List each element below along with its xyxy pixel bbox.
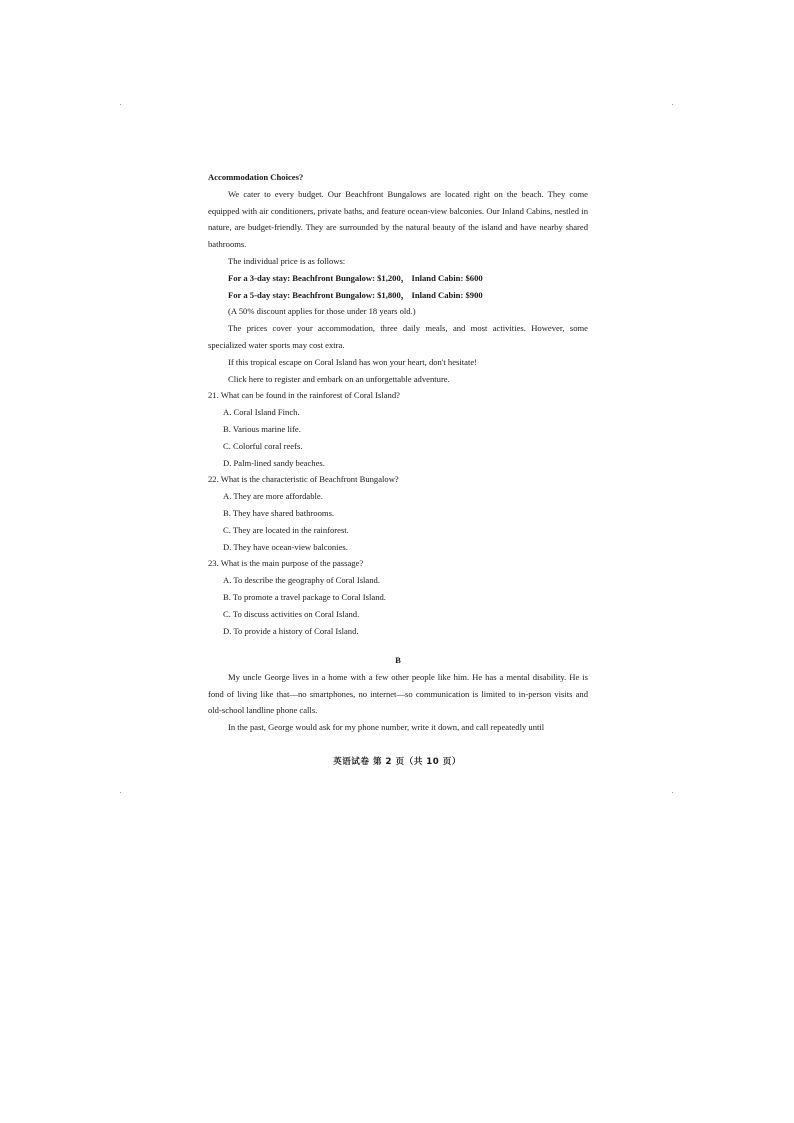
- section-heading: Accommodation Choices?: [208, 172, 304, 182]
- passage-a-tail: [208, 169, 588, 639]
- paragraph: Click here to register and embark on an unforgettable adventure.: [228, 373, 450, 384]
- paragraph: We cater to every budget. Our Beachfront Bungalows are located right on the beach. They come equipped with air conditioners, private baths, and feature ocean-view balconies. Our Inland Cabins, nestled in nature, are budget-friendly. They are surrounded by the natural beauty of the island and have nearby shared bathrooms.: [208, 188, 588, 250]
- answer-option: B. They have shared bathrooms.: [223, 507, 335, 518]
- scan-speck: [672, 792, 673, 793]
- section-label: B: [395, 655, 401, 665]
- question-22: [208, 471, 588, 555]
- question-stem: 22. What is the characteristic of Beachfront Bungalow?: [208, 474, 399, 485]
- answer-option: B. To promote a travel package to Coral Island.: [223, 591, 386, 602]
- answer-option: A. They are more affordable.: [223, 491, 323, 502]
- answer-option: D. To provide a history of Coral Island.: [223, 625, 359, 636]
- answer-option: A. To describe the geography of Coral Island.: [223, 575, 380, 586]
- discount-note: (A 50% discount applies for those under 18 years old.): [228, 306, 416, 317]
- question-21: [208, 387, 588, 471]
- answer-option: D. They have ocean-view balconies.: [223, 541, 348, 552]
- answer-option: C. To discuss activities on Coral Island.: [223, 608, 360, 619]
- page-footer: 英语试卷 第 2 页（共 10 页）: [333, 757, 461, 767]
- price-line-3day: For a 3-day stay: Beachfront Bungalow: $1,200， Inland Cabin: $600: [228, 272, 483, 283]
- answer-option: D. Palm-lined sandy beaches.: [223, 457, 325, 468]
- question-stem: 21. What can be found in the rainforest of Coral Island?: [208, 390, 400, 401]
- answer-option: A. Coral Island Finch.: [223, 407, 300, 418]
- answer-option: C. Colorful coral reefs.: [223, 440, 303, 451]
- answer-option: B. Various marine life.: [223, 423, 301, 434]
- scan-speck: [120, 104, 121, 105]
- question-23: [208, 555, 588, 639]
- scan-speck: [120, 792, 121, 793]
- passage-b: [208, 652, 588, 736]
- paragraph: The prices cover your accommodation, three daily meals, and most activities. However, some specialized water sports may cost extra.: [208, 323, 588, 350]
- paragraph: The individual price is as follows:: [228, 255, 346, 266]
- question-stem: 23. What is the main purpose of the passage?: [208, 558, 364, 569]
- paragraph: If this tropical escape on Coral Island has won your heart, don't hesitate!: [228, 356, 478, 367]
- paragraph: In the past, George would ask for my phone number, write it down, and call repeatedly until: [228, 722, 545, 733]
- scan-speck: [672, 104, 673, 105]
- price-line-5day: For a 5-day stay: Beachfront Bungalow: $1,800， Inland Cabin: $900: [228, 289, 483, 300]
- paragraph: My uncle George lives in a home with a few other people like him. He has a mental disability. He is fond of living like that—no smartphones, no internet—so communication is limited to in-person visits and old-school landline phone calls.: [208, 671, 588, 716]
- answer-option: C. They are located in the rainforest.: [223, 524, 349, 535]
